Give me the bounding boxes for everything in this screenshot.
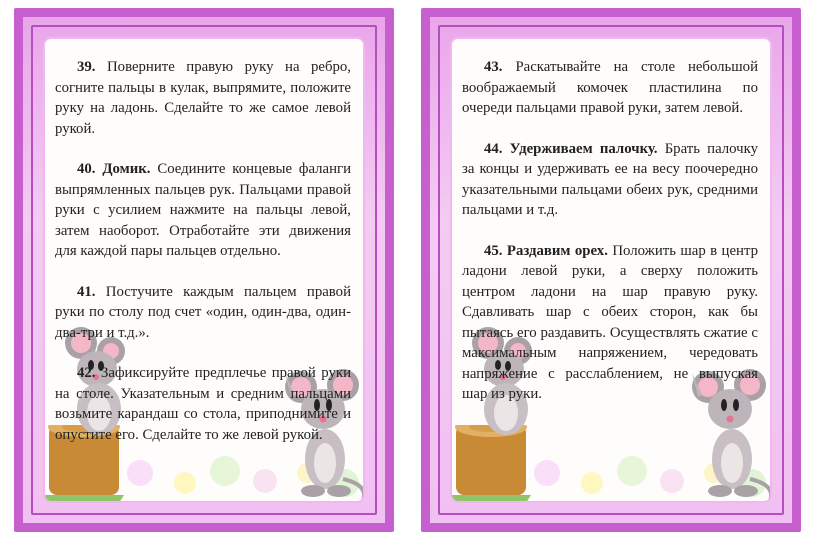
card-content-left xyxy=(45,39,363,501)
exercise-text: Зафиксируйте предплечье правой руки на столе. Указательным и средним пальцами возьмите карандаш со стола, приподнимите и опустите его. Сделайте то же левой рукой. xyxy=(55,365,351,443)
card-content-right xyxy=(452,39,770,501)
exercise-number: 45. xyxy=(484,242,503,259)
exercise-number: 40. xyxy=(77,161,96,177)
exercise-41 xyxy=(55,282,351,344)
exercise-39 xyxy=(55,57,351,139)
exercise-text: Постучите каждым пальцем правой руки по столу под счет «один, один-два, один-два-три и т.д.». xyxy=(55,283,351,341)
exercise-text: Положить шар в центр ладони левой руки, а сверху положить центром ладони на шар правую руку. Сдавливать шар с обеих сторон, как бы пытаясь его раздавить. Осуществлять сжатие с максимальным напряжением, чередовать напряжение с расслаблением, не выпуская шар из руки. xyxy=(462,242,758,402)
exercise-number: 44. xyxy=(484,140,503,157)
exercise-44 xyxy=(462,139,758,221)
exercise-40 xyxy=(55,159,351,262)
exercise-title: Раздавим орех. xyxy=(506,242,608,259)
exercise-number: 39. xyxy=(77,59,96,75)
exercise-45 xyxy=(462,241,758,405)
exercise-43 xyxy=(462,57,758,119)
exercise-card-left xyxy=(14,8,394,532)
exercise-text: Поверните правую руку на ребро, согните пальцы в кулак, выпрямите, положите руку на ладонь. Сделайте то же самое левой рукой. xyxy=(55,59,351,137)
exercise-text: Раскатывайте на столе небольшой воображаемый комочек пластилина по очереди пальцами правой руки, затем левой. xyxy=(462,59,759,116)
exercise-number: 41. xyxy=(77,283,96,300)
exercise-list-left xyxy=(55,57,351,465)
exercise-42 xyxy=(55,363,351,445)
exercise-number: 43. xyxy=(484,59,503,75)
exercise-title: Домик. xyxy=(102,161,151,177)
exercise-text: Соедините концевые фаланги выпрямленных пальцев рук. Пальцами правой руки с усилием нажмите на пальцы левой, затем наоборот. Отработайте эти движения для каждой пары пальцев отдельно. xyxy=(55,161,352,259)
exercise-title: Удерживаем палочку. xyxy=(509,140,658,157)
exercise-list-right xyxy=(462,57,758,425)
exercise-text: Брать палочку за концы и удерживать ее на весу поочередно указательными пальцами обеих рук, средними пальцами и т.д. xyxy=(462,140,758,218)
exercise-number: 42. xyxy=(77,365,96,381)
exercise-card-right xyxy=(421,8,801,532)
